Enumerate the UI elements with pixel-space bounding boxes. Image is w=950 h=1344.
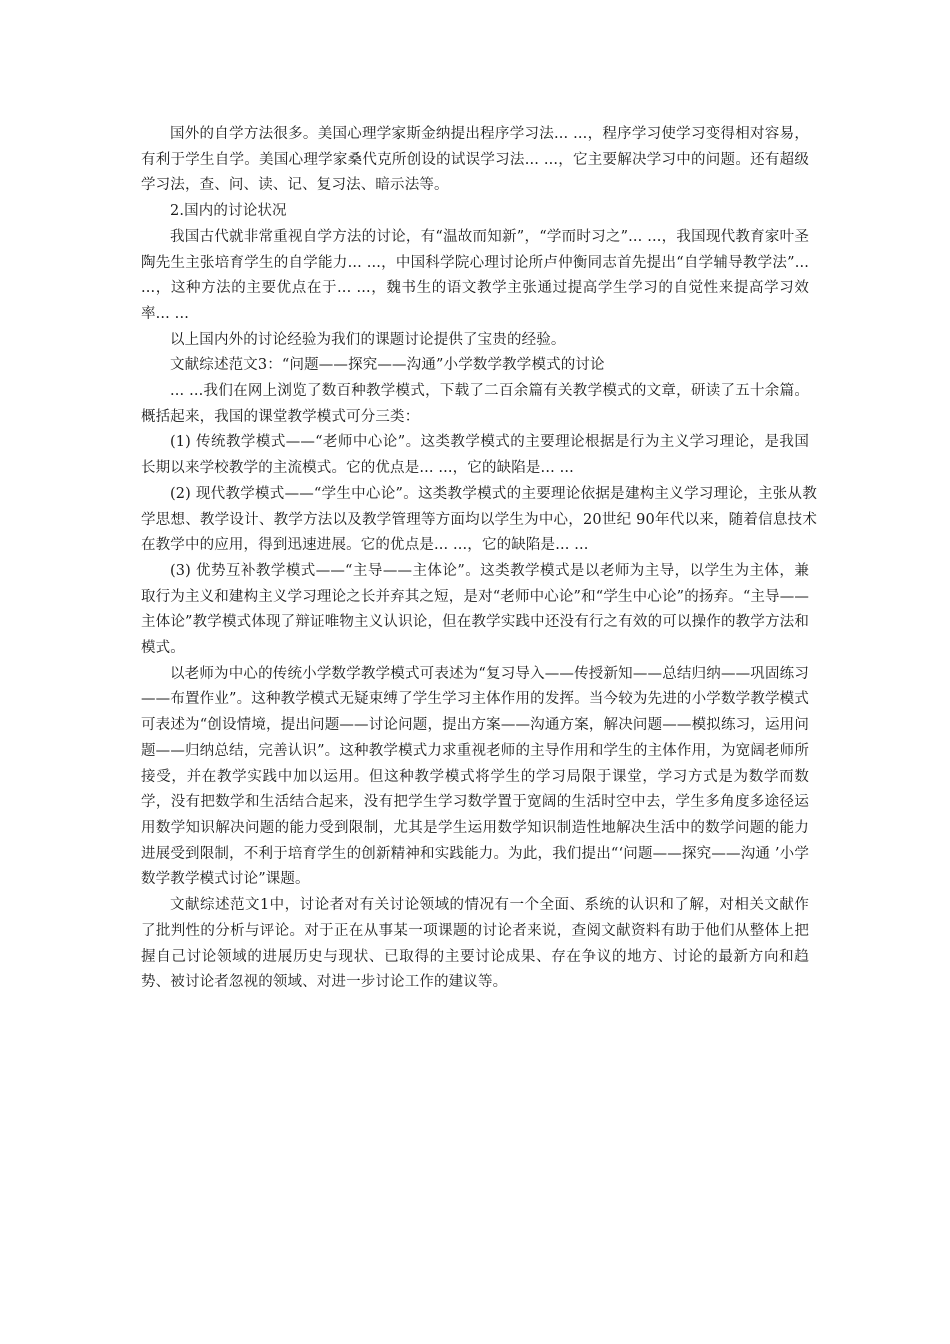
paragraph-model-3: (3) 优势互补教学模式——“主导——主体论”。这类教学模式是以老师为主导，以学生为主体，兼取行为主义和建构主义学习理论之长并弃其之短，是对“老师中心论”和“学生中心论”的扬弃。“主导——主体论”教学模式体现了辩证唯物主义认识论，但在教学实践中还没有行之有效的可以操作的教学方法和模式。 [141,562,809,657]
paragraph-summary: 以上国内外的讨论经验为我们的课题讨论提供了宝贵的经验。 [170,331,566,348]
section-heading-domestic: 2.国内的讨论状况 [170,203,287,220]
paragraph-sample-3-title: 文献综述范文3：“问题——探究——沟通”小学数学教学模式的讨论 [170,357,605,374]
paragraph-foreign-methods: 国外的自学方法很多。美国心理学家斯金纳提出程序学习法... ...，程序学习使学习变得相对容易，有利于学生自学。美国心理学家桑代克所创设的试误学习法... ...，它主要解决学习中的问题。还有超级学习法，查、问、读、记、复习法、暗示法等。 [141,126,809,194]
paragraph-sample-1-review: 文献综述范文1中，讨论者对有关讨论领域的情况有一个全面、系统的认识和了解，对相关文献作了批判性的分析与评论。对于正在从事某一项课题的讨论者来说，查阅文献资料有助于他们从整体上把握自己讨论领域的进展历史与现状、已取得的主要讨论成果、存在争议的地方、讨论的最新方向和趋势、被讨论者忽视的领域、对进一步讨论工作的建议等。 [141,897,809,991]
paragraph-domestic-research: 我国古代就非常重视自学方法的讨论，有“温故而知新”，“学而时习之”... ...，我国现代教育家叶圣陶先生主张培育学生的自学能力... ...，中国科学院心理讨论所卢仲衡同志首先提出“自学辅导教学法”... ...，这种方法的主要优点在于... ...，魏书生的语文教学主张通过提高学生学习的自觉性来提高学习效率... ... [141,228,809,322]
paragraph-traditional-model: 以老师为中心的传统小学数学教学模式可表述为“复习导入——传授新知——总结归纳——巩固练习——布置作业”。这种教学模式无疑束缚了学生学习主体作用的发挥。当今较为先进的小学数学教学模式可表述为“创设情境，提出问题——讨论问题，提出方案——沟通方案，解决问题——模拟练习，运用问题——归纳总结，完善认识”。这种教学模式力求重视老师的主导作用和学生的主体作用，为宽阔老师所接受，并在教学实践中加以运用。但这种教学模式将学生的学习局限于课堂，学习方式是为数学而数学，没有把数学和生活结合起来，没有把学生学习数学置于宽阔的生活时空中去，学生多角度多途径运用数学知识解决问题的能力受到限制，尤其是学生运用数学知识制造性地解决生活中的数学问题的能力进展受到限制，不利于培育学生的创新精神和实践能力。为此，我们提出“‘问题——探究——沟通 ’小学数学教学模式讨论”课题。 [141,665,809,888]
document-body [141,122,817,996]
paragraph-model-1: (1) 传统教学模式——“老师中心论”。这类教学模式的主要理论根据是行为主义学习理论，是我国长期以来学校教学的主流模式。它的优点是... ...，它的缺陷是... ... [141,434,809,477]
paragraph-model-2: (2) 现代教学模式——“学生中心论”。这类教学模式的主要理论依据是建构主义学习理论，主张从教学思想、教学设计、教学方法以及教学管理等方面均以学生为中心，20世纪 90年代以来，随着信息技术在教学中的应用，得到迅速进展。它的优点是... ...，它的缺陷是... ... [141,485,817,554]
paragraph-models-intro: ... ...我们在网上浏览了数百种教学模式，下载了二百余篇有关教学模式的文章，研读了五十余篇。概括起来，我国的课堂教学模式可分三类： [141,383,809,425]
